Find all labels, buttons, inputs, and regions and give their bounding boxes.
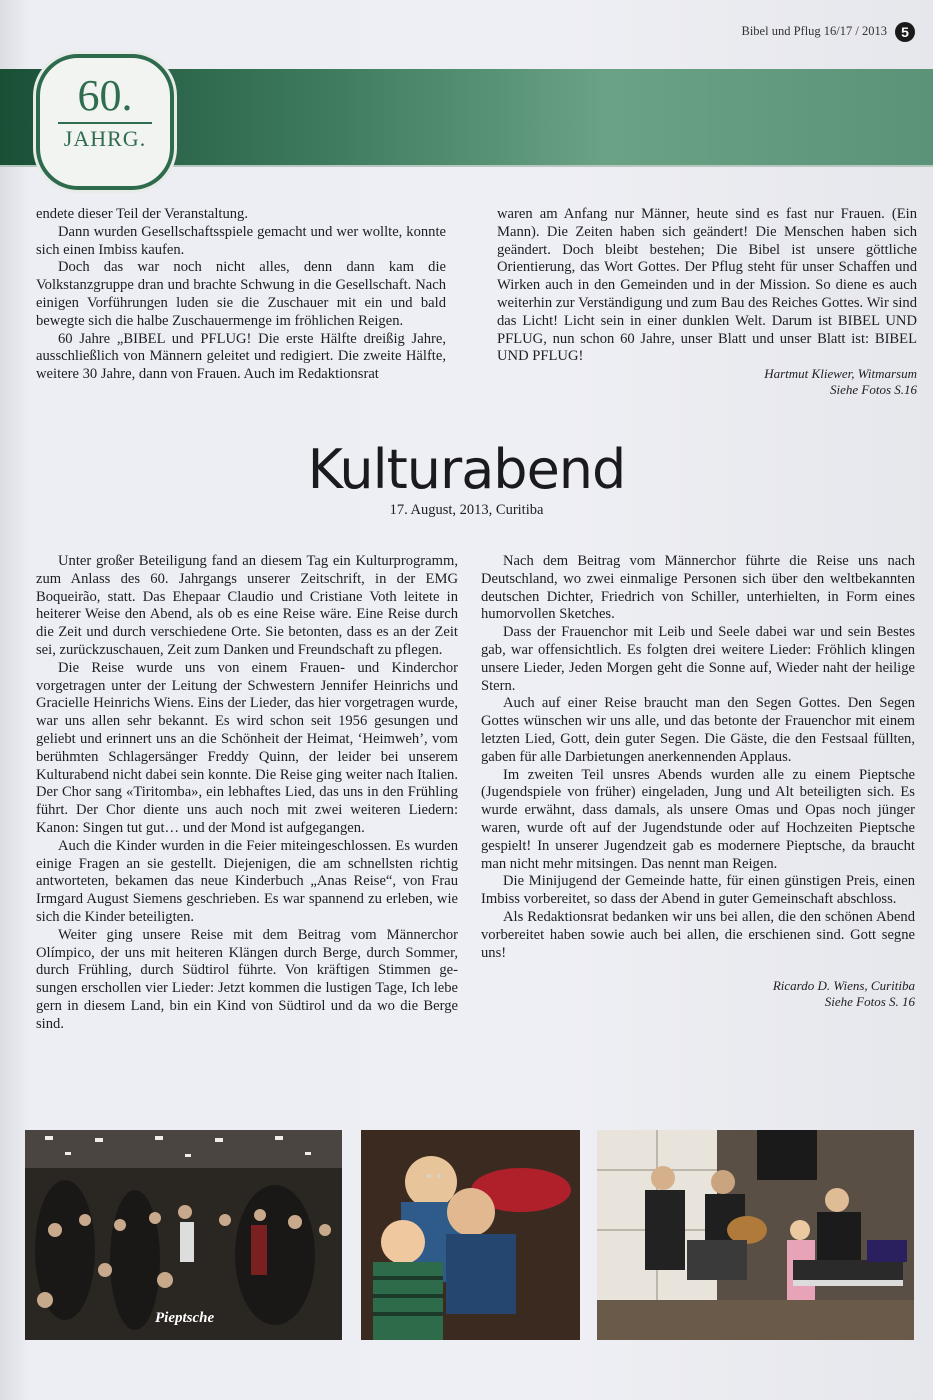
paragraph: Als Redaktionsrat bedanken wir uns bei allen, die den schönen Abend vorbereitet haben sowie auch bei allen, die erschienen sind. Gott segne uns!: [481, 908, 915, 961]
paragraph: Auch die Kinder wurden in die Feier miteingeschlossen. Es wurden einige Fragen an sie gestellt. Diejenigen, die am schnellsten richtig antworteten, bekamen das neue Kinderbuch „Anas Reise“, von Frau Irmgard August Siemens geschrieben. Es war spannend zu erleben, wie sich die Kinder beteiligten.: [36, 837, 458, 925]
top-article-photo-ref: Siehe Fotos S.16: [829, 382, 917, 398]
article-right-column: [481, 553, 915, 1010]
badge-year: 60.: [77, 71, 133, 120]
article-subtitle: 17. August, 2013, Curitiba: [389, 502, 544, 518]
paragraph: Nach dem Beitrag vom Männerchor führte die Reise uns nach Deutschland, wo zwei einmalige Personen sich über den weltbekannten deutschen Dichter, Friedrich von Schiller, unterhielten, in Form eines humorvollen Sketches.: [481, 553, 915, 623]
paragraph: Die Reise wurde uns von einem Frauen- und Kinderchor vorgetragen unter der Leitung der Schwestern Jennifer Heinrichs und Gracielle Heinrichs Wiens. Eins der Lieder, das hier vorgetragen wurde, war uns allen sehr bekannt. Es wird schon seit 1956 gesungen und geliebt und erinnert uns an die Schönheit der Heimat, ‘Heimweh’, vom berühmten Schlagersänger Freddy Quinn, der leider bei unserem Kulturabend nicht dabei sein konnte. Die Reise ging weiter nach Italien. Der Chor sang «Tiritomba», ein lebhaftes Lied, das uns in den Frühling führt. Der Chor diente uns auch noch mit zwei weiteren Liedern: Kanon: Singen tut gut… und der Mond ist aufgegangen.: [36, 659, 458, 836]
paragraph: 60 Jahre „BIBEL und PFLUG! Die erste Hälfte dreißig Jahre, ausschließlich von Männern geleitet und redigiert. Die zweite Hälfte, weitere 30 Jahre, dann von Frauen. Auch im Redaktionsrat: [36, 330, 446, 383]
photo-musicians: [597, 1130, 914, 1340]
top-article-author: Hartmut Kliewer, Witmarsum: [764, 366, 917, 382]
running-head: Bibel und Pflug 16/17 / 2013: [741, 24, 887, 38]
badge-divider: [58, 122, 152, 124]
top-article-right-column: [497, 206, 917, 398]
paragraph: Dass der Frauenchor mit Leib und Seele dabei war und sein Bestes gab, war offensichtlich. Es folgten drei weitere Lieder: Fröhlich klingen unsere Lieder, Jeden Morgen geht die Sonne auf, Wieder naht der heilige Stern.: [481, 624, 915, 694]
paragraph: Im zweiten Teil unsres Abends wurden alle zu einem Pieptsche (Jugendspiele von früher) eingeladen, Jung und Alt beteiligten sich. Es wurde erwähnt, dass damals, als unsere Omas und Opas noch jünger waren, wurde oft auf der Jugendstunde oder auf Hochzeiten Pieptsche gespielt! In unserer Jugendzeit gab es modernere Pieptsche, da braucht man nicht mehr mitsingen. Das nennt man Reigen.: [481, 766, 915, 872]
photo-children-playing: [361, 1130, 580, 1340]
paragraph: Doch das war noch nicht alles, denn dann kam die Volkstanzgruppe dran und brachte Schwung in die Gesellschaft. Nach einigen Vorführungen luden sie die Zuschauer mit ein und bald bewegte sich die halbe Zuschauermenge im fröhlichen Reigen.: [36, 259, 446, 329]
article-left-column: [36, 553, 458, 1034]
page-number: 5: [895, 22, 915, 42]
badge-word: JAHRG.: [63, 126, 147, 151]
photo-crowd-dancing: [25, 1130, 342, 1340]
paragraph: Unter großer Beteiligung fand an diesem Tag ein Kulturprogramm, zum Anlass des 60. Jahrgangs unserer Zeitschrift, in der EMG Boqueirão, statt. Das Ehepaar Claudio und Cristiane Voth leitete in heiterer Weise den Abend, als ob es eine Reise wäre. Eine Reise durch die Zeit und durch verschiedene Orte. Sie betonten, dass es an der Zeit sei, zurückzuschauen, Zeit zum Danken und Freundschaft zu pflegen.: [36, 553, 458, 658]
paragraph: waren am Anfang nur Männer, heute sind es fast nur Frauen. (Ein Mann). Die Zeiten haben sich geändert! Die Menschen haben sich geändert. Doch bleibt bestehen; Die Bibel ist unsere göttliche Orientierung, das Wort Gottes. Der Pflug steht für unser Schaffen und Wirken auch in den Gemeinden und in der Mission. So diene es auch weiterhin zur Verständigung und zum Bau des Reiches Gottes. Wir sind das Licht! Licht sein in einer dunklen Welt. Darum ist BIBEL UND PFLUG, nun schon 60 Jahre, unser Blatt und unser Blatt ist: BIBEL UND PFLUG!: [497, 206, 917, 365]
anniversary-badge: [36, 54, 174, 190]
article-photo-ref: Siehe Fotos S. 16: [824, 994, 915, 1010]
top-article-left-column: [36, 206, 446, 384]
paragraph: Dann wurden Gesellschaftsspiele gemacht und wer wollte, konnte sich einen Imbiss kaufen.: [36, 223, 446, 258]
paragraph: Weiter ging unsere Reise mit dem Beitrag vom Männerchor Olímpico, der uns mit heiteren Klängen durch Berge, durch Sommer, durch Frühling, durch Südtirol führte. Von kräftigen Stimmen ge-sungen erschollen vier Lieder: Jetzt kommen die lustigen Tage, Ich lebe gern in diesem Land, bin ein Kind von Südtirol und da wo die Berge sind.: [36, 926, 458, 1032]
paragraph: Auch auf einer Reise braucht man den Segen Gottes. Den Segen Gottes wünschen wir uns alle, und das betonte der Frauenchor mit einem letzten Lied, Gott, dein guter Segen. Die Gäste, die den Festsaal füllten, gaben für alle Darbietungen anerkennenden Applaus.: [481, 695, 915, 765]
paragraph: Die Minijugend der Gemeinde hatte, für einen günstigen Preis, einen Imbiss vorbereitet, so dass der Abend in guter Gemeinschaft abschloss.: [481, 873, 915, 908]
article-author: Ricardo D. Wiens, Curitiba: [772, 978, 915, 994]
article-title: Kulturabend: [307, 438, 626, 501]
photo-caption: Pieptsche: [155, 1310, 215, 1326]
paragraph: endete dieser Teil der Veranstaltung.: [36, 206, 248, 222]
